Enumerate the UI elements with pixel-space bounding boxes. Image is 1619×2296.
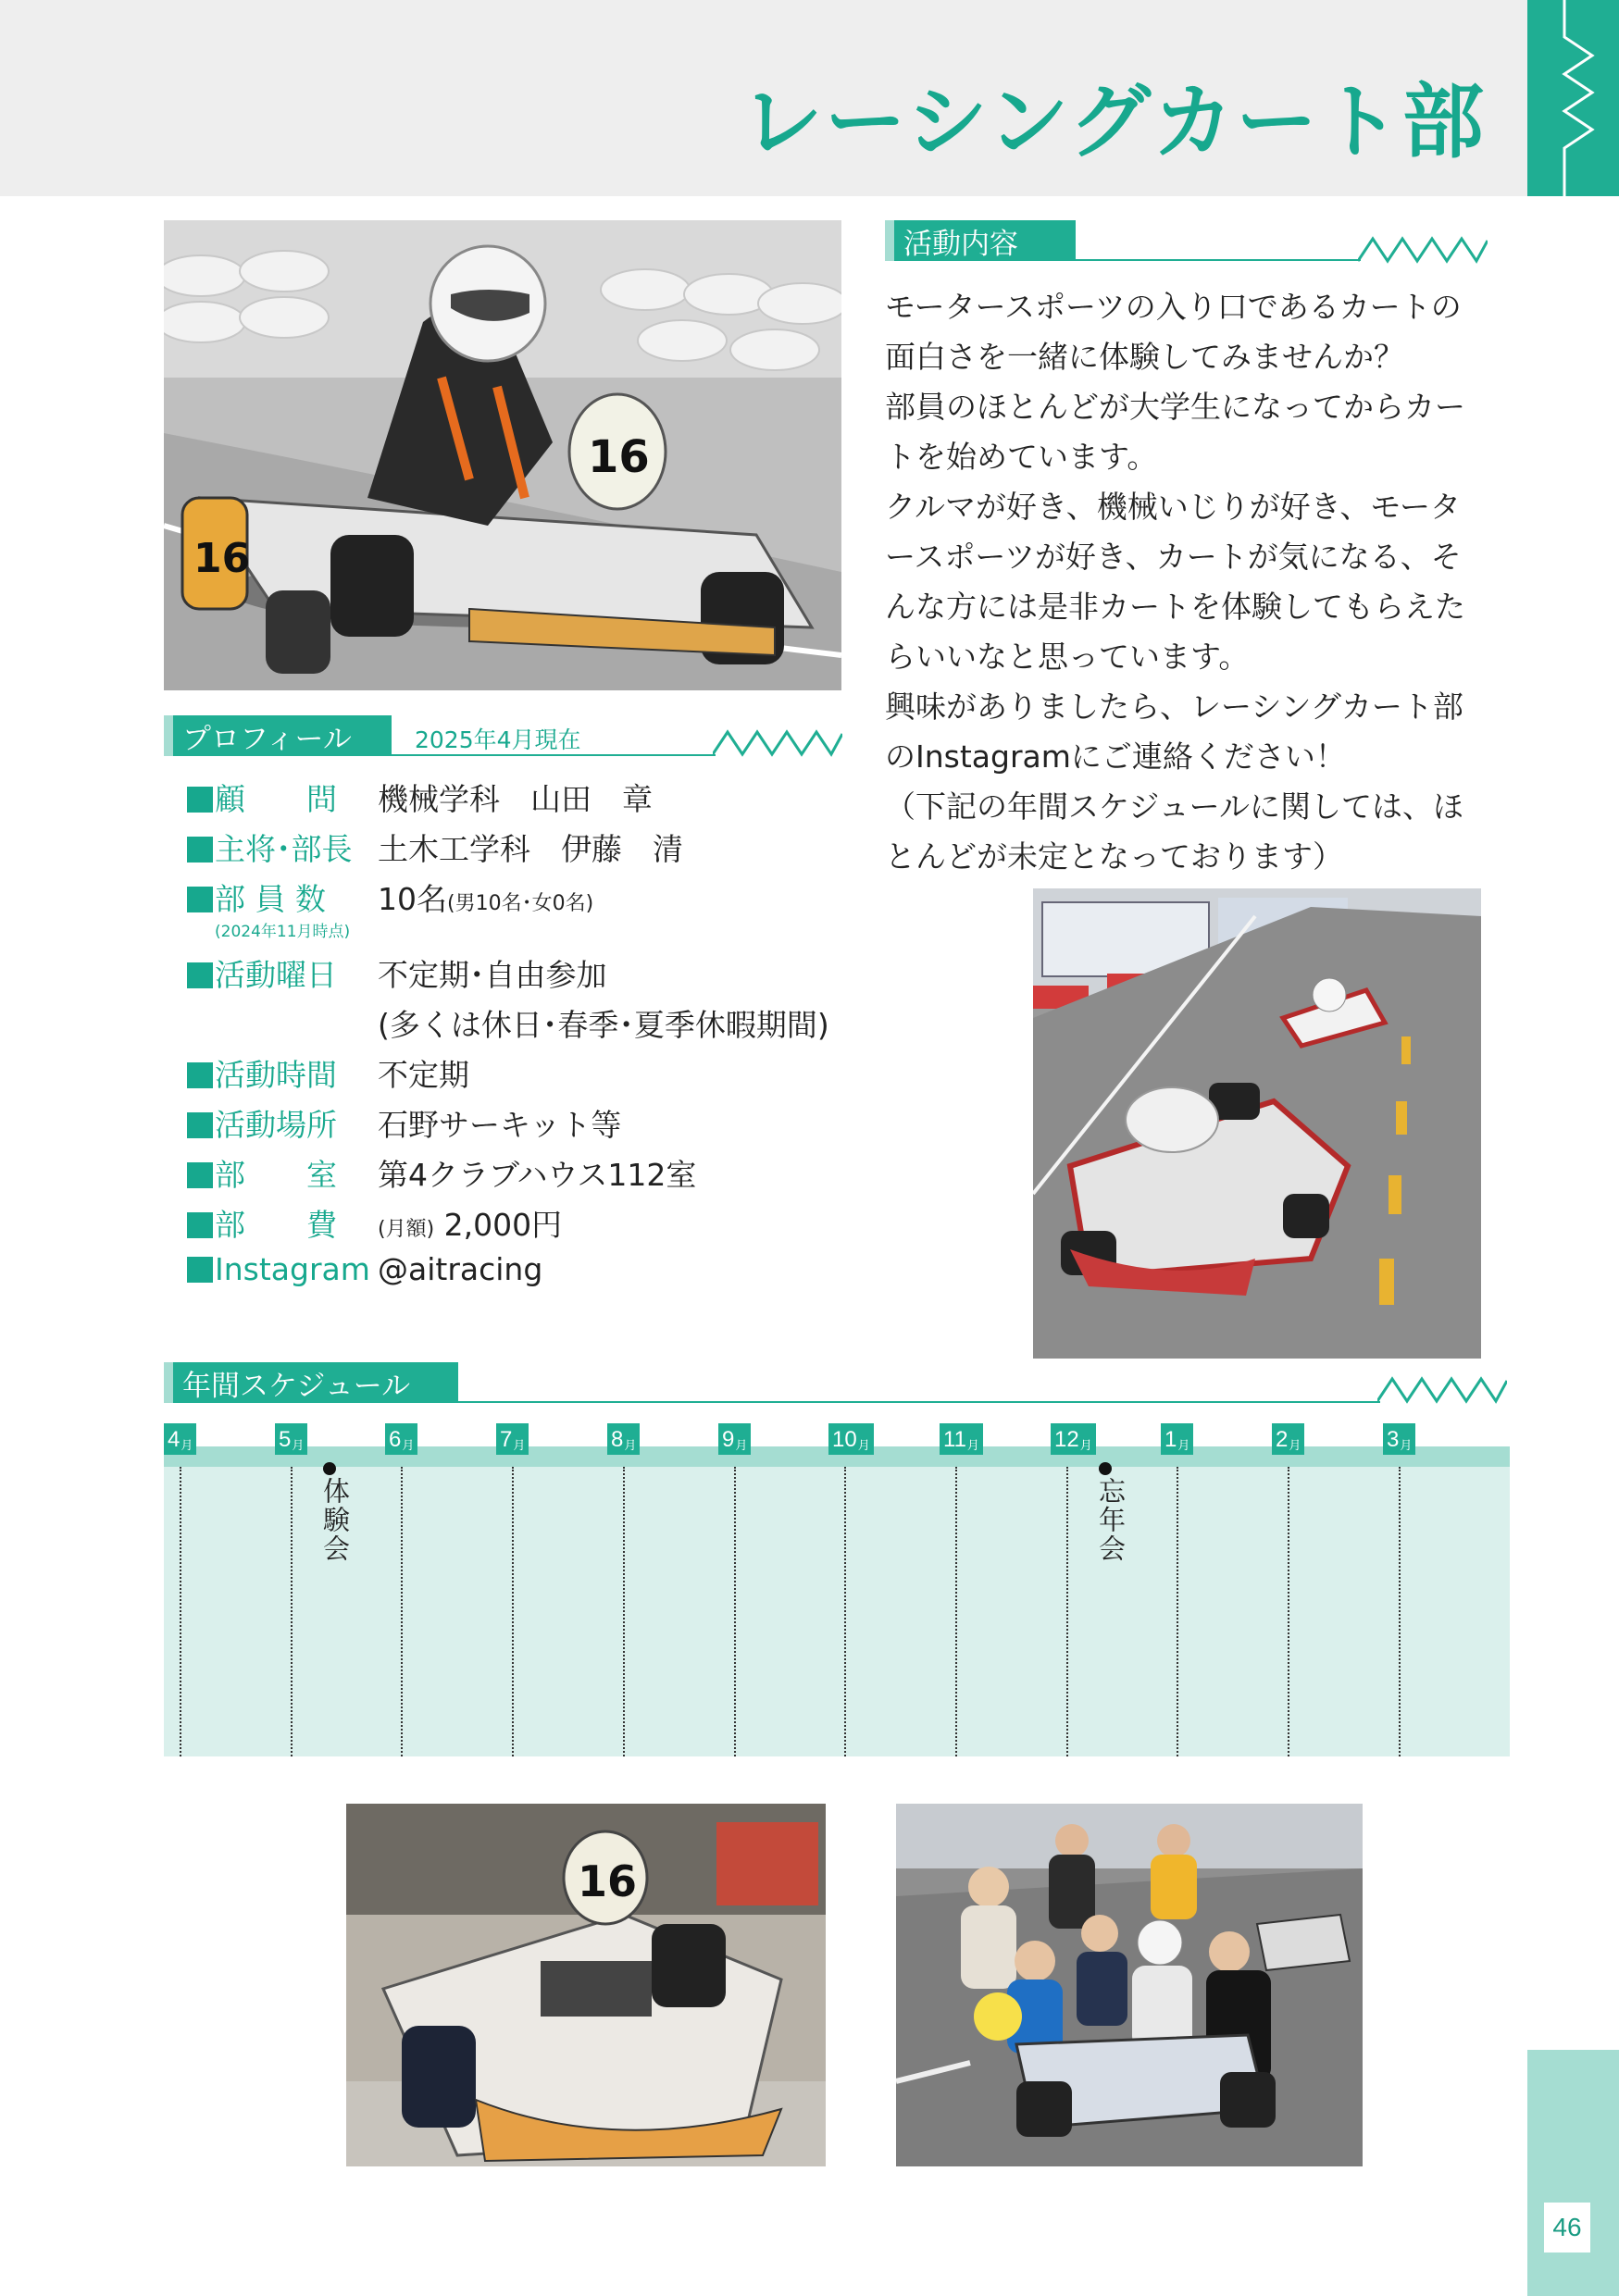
profile-value-advisor: 機械学科 山田 章 <box>378 781 653 817</box>
month-tab-12 <box>1051 1423 1096 1455</box>
photo-kart-pit <box>346 1804 826 2166</box>
month-divider <box>1288 1467 1289 1756</box>
profile-value-days-note: (多くは休日･春季･夏季休暇期間) <box>378 1007 829 1043</box>
profile-value-members: 10名(男10名･女0名) <box>378 881 594 917</box>
month-unit: 月 <box>857 1438 870 1452</box>
month-tab-8 <box>607 1423 640 1455</box>
month-tab-7 <box>496 1423 529 1455</box>
month-divider <box>291 1467 293 1756</box>
page-number: 46 <box>1544 2203 1590 2253</box>
svg-text:16: 16 <box>588 431 650 483</box>
profile-key-advisor: 顧 問 <box>187 776 337 819</box>
photo-club-members <box>896 1804 1363 2166</box>
profile-value-captain: 土木工学科 伊藤 清 <box>378 831 683 867</box>
month-number: 1 <box>1164 1427 1177 1452</box>
photo-karts-on-track <box>1033 888 1481 1359</box>
profile-key-fee: 部 費 <box>187 1201 337 1245</box>
month-unit: 月 <box>1400 1438 1413 1452</box>
svg-text:16: 16 <box>193 535 251 582</box>
month-divider <box>844 1467 846 1756</box>
month-unit: 月 <box>1289 1438 1301 1452</box>
month-number: 5 <box>279 1427 292 1452</box>
month-number: 11 <box>943 1427 966 1452</box>
profile-key-hours: 活動時間 <box>187 1051 337 1095</box>
month-unit: 月 <box>735 1438 748 1452</box>
month-number: 9 <box>722 1427 735 1452</box>
event-marker <box>1099 1462 1112 1475</box>
profile-value-clubroom: 第4クラブハウス112室 <box>378 1157 697 1193</box>
profile-value-fee: (月額) 2,000円 <box>378 1207 563 1243</box>
profile-value-days: 不定期･自由参加 <box>378 957 607 993</box>
month-divider <box>1066 1467 1068 1756</box>
profile-key-captain: 主将･部長 <box>187 825 353 869</box>
month-divider <box>1399 1467 1401 1756</box>
month-tab-2 <box>1272 1423 1304 1455</box>
activity-heading-line <box>1076 259 1361 261</box>
profile-heading-line <box>392 754 716 756</box>
zigzag-icon <box>1527 0 1619 196</box>
activity-heading: 活動内容 <box>885 220 1076 261</box>
profile-key-instagram: Instagram <box>187 1251 370 1287</box>
zigzag-icon <box>713 725 842 762</box>
profile-members-note: (2024年11月時点) <box>215 923 351 941</box>
month-number: 8 <box>611 1427 624 1452</box>
month-divider <box>955 1467 957 1756</box>
activity-paragraph: 部員のほとんどが大学生になってからカートを始めています。 <box>885 389 1465 475</box>
schedule-area <box>164 1460 1510 1756</box>
month-number: 6 <box>389 1427 402 1452</box>
month-unit: 月 <box>181 1438 193 1452</box>
activity-paragraph: 興味がありましたら、レーシングカート部のInstagramにご連絡ください！ <box>885 689 1463 775</box>
profile-value-instagram[interactable]: @aitracing <box>378 1251 543 1287</box>
month-tab-4 <box>164 1423 196 1455</box>
page-title: レーシングカート部 <box>741 74 1486 169</box>
zigzag-icon <box>1358 231 1488 268</box>
month-tab-5 <box>275 1423 307 1455</box>
month-divider <box>1177 1467 1178 1756</box>
month-divider <box>512 1467 514 1756</box>
month-tab-11 <box>940 1423 983 1455</box>
month-divider <box>623 1467 625 1756</box>
month-tab-9 <box>718 1423 751 1455</box>
month-unit: 月 <box>1079 1438 1092 1452</box>
month-number: 4 <box>168 1427 181 1452</box>
month-unit: 月 <box>1177 1438 1190 1452</box>
profile-value-hours: 不定期 <box>378 1057 469 1093</box>
month-unit: 月 <box>966 1438 979 1452</box>
corner-tab <box>1527 0 1619 196</box>
month-number: 12 <box>1054 1427 1079 1452</box>
profile-as-of: 2025年4月現在 <box>415 726 581 753</box>
month-divider <box>734 1467 736 1756</box>
month-divider <box>180 1467 181 1756</box>
photo-kart-racer <box>164 220 841 690</box>
page-number-tab <box>1527 2050 1619 2296</box>
month-number: 10 <box>832 1427 857 1452</box>
month-unit: 月 <box>513 1438 526 1452</box>
month-tab-3 <box>1383 1423 1415 1455</box>
month-divider <box>401 1467 403 1756</box>
schedule-heading: 年間スケジュール <box>164 1362 458 1403</box>
month-number: 3 <box>1387 1427 1400 1452</box>
profile-key-clubroom: 部 室 <box>187 1151 337 1195</box>
profile-heading: プロフィール <box>164 715 392 756</box>
month-tab-1 <box>1161 1423 1193 1455</box>
month-unit: 月 <box>624 1438 637 1452</box>
event-label: 体験会 <box>319 1477 351 1563</box>
month-number: 2 <box>1276 1427 1289 1452</box>
activity-paragraph: クルマが好き、機械いじりが好き、モータースポーツが好き、カートが気になる、そんな方には是非カートを体験してもらえたらいいなと思っています。 <box>885 489 1465 675</box>
month-tab-10 <box>828 1423 874 1455</box>
activity-paragraph: （下記の年間スケジュールに関しては、ほとんどが未定となっております） <box>885 788 1464 875</box>
activity-paragraph: モータースポーツの入り口であるカートの面白さを一緒に体験してみませんか？ <box>885 289 1462 375</box>
schedule-heading-line <box>458 1401 1380 1403</box>
profile-key-members: 部 員 数 <box>187 875 326 919</box>
activity-body <box>885 282 1487 882</box>
profile-key-days: 活動曜日 <box>187 951 337 995</box>
event-label: 忘年会 <box>1095 1477 1127 1563</box>
profile-value-location: 石野サーキット等 <box>378 1107 622 1143</box>
profile-key-location: 活動場所 <box>187 1101 337 1145</box>
zigzag-icon <box>1377 1371 1507 1409</box>
month-number: 7 <box>500 1427 513 1452</box>
event-marker <box>323 1462 336 1475</box>
month-unit: 月 <box>292 1438 305 1452</box>
svg-text:16: 16 <box>578 1856 638 1906</box>
month-tab-6 <box>385 1423 417 1455</box>
month-unit: 月 <box>402 1438 415 1452</box>
